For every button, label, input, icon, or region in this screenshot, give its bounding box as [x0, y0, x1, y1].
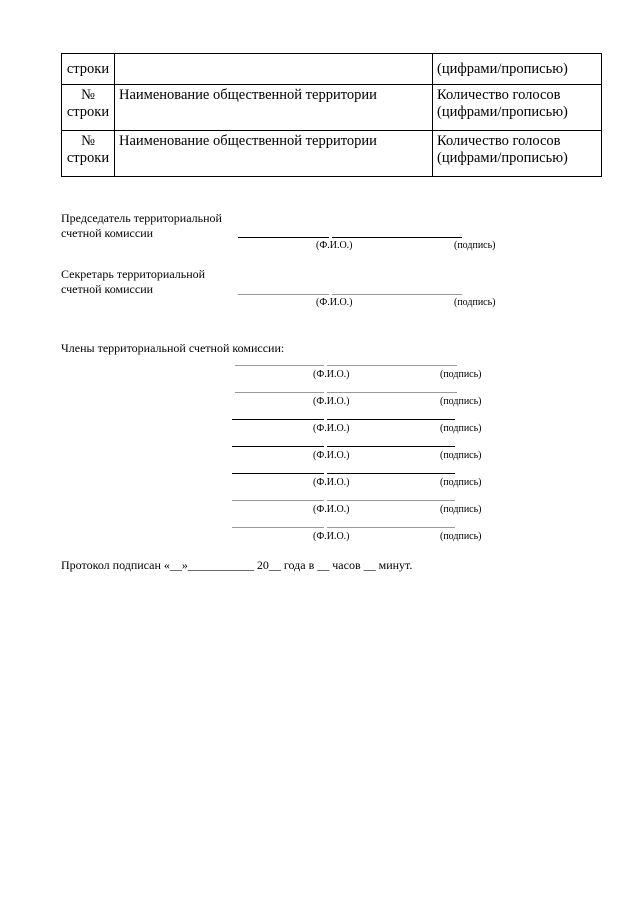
row-number-label: строки: [66, 150, 110, 166]
table-row: [62, 85, 602, 131]
member-fio-line[interactable]: [232, 446, 324, 447]
secretary-title-line1: Секретарь территориальной: [61, 267, 206, 281]
chairman-fio-caption: (Ф.И.О.): [316, 240, 353, 251]
row-number-cell: [62, 131, 115, 177]
vote-count-cell: [433, 54, 602, 85]
chairman-title-line2: счетной комиссии: [61, 226, 154, 240]
member-signature-caption: (подпись): [440, 531, 482, 542]
number-sign: №: [81, 87, 95, 103]
member-fio-line[interactable]: [235, 392, 324, 393]
chairman-signature-caption: (подпись): [454, 240, 496, 251]
member-signature-caption: (подпись): [440, 396, 482, 407]
member-signature-line[interactable]: [327, 365, 457, 366]
table-row: [62, 54, 602, 85]
territory-name-cell: [115, 85, 433, 131]
votes-table: [61, 53, 602, 177]
secretary-fio-caption: (Ф.И.О.): [316, 297, 353, 308]
protocol-signed-line: Протокол подписан «__»___________ 20__ года в __ часов __ минут.: [61, 558, 413, 572]
member-fio-caption: (Ф.И.О.): [313, 504, 350, 515]
vote-count-cell: [433, 85, 602, 131]
member-signature-line[interactable]: [327, 446, 455, 447]
member-fio-caption: (Ф.И.О.): [313, 477, 350, 488]
secretary-signature-line[interactable]: [332, 294, 462, 295]
vote-count-label: Количество голосов: [437, 133, 561, 149]
vote-count-format: (цифрами/прописью): [437, 104, 568, 120]
member-signature-caption: (подпись): [440, 477, 482, 488]
member-fio-line[interactable]: [232, 500, 324, 501]
row-number-cell: [62, 85, 115, 131]
member-fio-caption: (Ф.И.О.): [313, 396, 350, 407]
member-fio-line[interactable]: [235, 365, 324, 366]
member-signature-caption: (подпись): [440, 423, 482, 434]
secretary-title-line2: счетной комиссии: [61, 282, 154, 296]
members-title: Члены территориальной счетной комиссии:: [61, 341, 285, 355]
chairman-fio-line[interactable]: [238, 237, 329, 238]
member-fio-caption: (Ф.И.О.): [313, 423, 350, 434]
chairman-title: [61, 211, 222, 241]
secretary-signature-caption: (подпись): [454, 297, 496, 308]
member-fio-line[interactable]: [232, 473, 324, 474]
secretary-fio-line[interactable]: [238, 294, 329, 295]
member-signature-line[interactable]: [327, 419, 455, 420]
secretary-title: [61, 267, 205, 297]
member-signature-caption: (подпись): [440, 369, 482, 380]
member-signature-line[interactable]: [327, 473, 455, 474]
member-fio-caption: (Ф.И.О.): [313, 531, 350, 542]
territory-name-cell: [115, 131, 433, 177]
table-row: [62, 131, 602, 177]
row-number-label: строки: [66, 60, 110, 77]
vote-count-label: Количество голосов: [437, 87, 561, 103]
vote-count-format: (цифрами/прописью): [437, 150, 568, 166]
member-signature-line[interactable]: [327, 527, 455, 528]
row-number-label: строки: [66, 104, 110, 120]
vote-count-cell: [433, 131, 602, 177]
chairman-signature-line[interactable]: [332, 237, 462, 238]
member-signature-caption: (подпись): [440, 450, 482, 461]
row-number-cell: [62, 54, 115, 85]
member-fio-line[interactable]: [232, 419, 324, 420]
territory-name-cell: [115, 54, 433, 85]
vote-count-format: (цифрами/прописью): [437, 60, 568, 77]
member-signature-caption: (подпись): [440, 504, 482, 515]
territory-name: Наименование общественной территории: [119, 133, 377, 149]
member-signature-line[interactable]: [327, 392, 457, 393]
member-fio-line[interactable]: [232, 527, 324, 528]
member-signature-line[interactable]: [327, 500, 455, 501]
member-fio-caption: (Ф.И.О.): [313, 450, 350, 461]
territory-name: Наименование общественной территории: [119, 87, 377, 103]
member-fio-caption: (Ф.И.О.): [313, 369, 350, 380]
chairman-title-line1: Председатель территориальной: [61, 211, 222, 225]
number-sign: №: [81, 133, 95, 149]
